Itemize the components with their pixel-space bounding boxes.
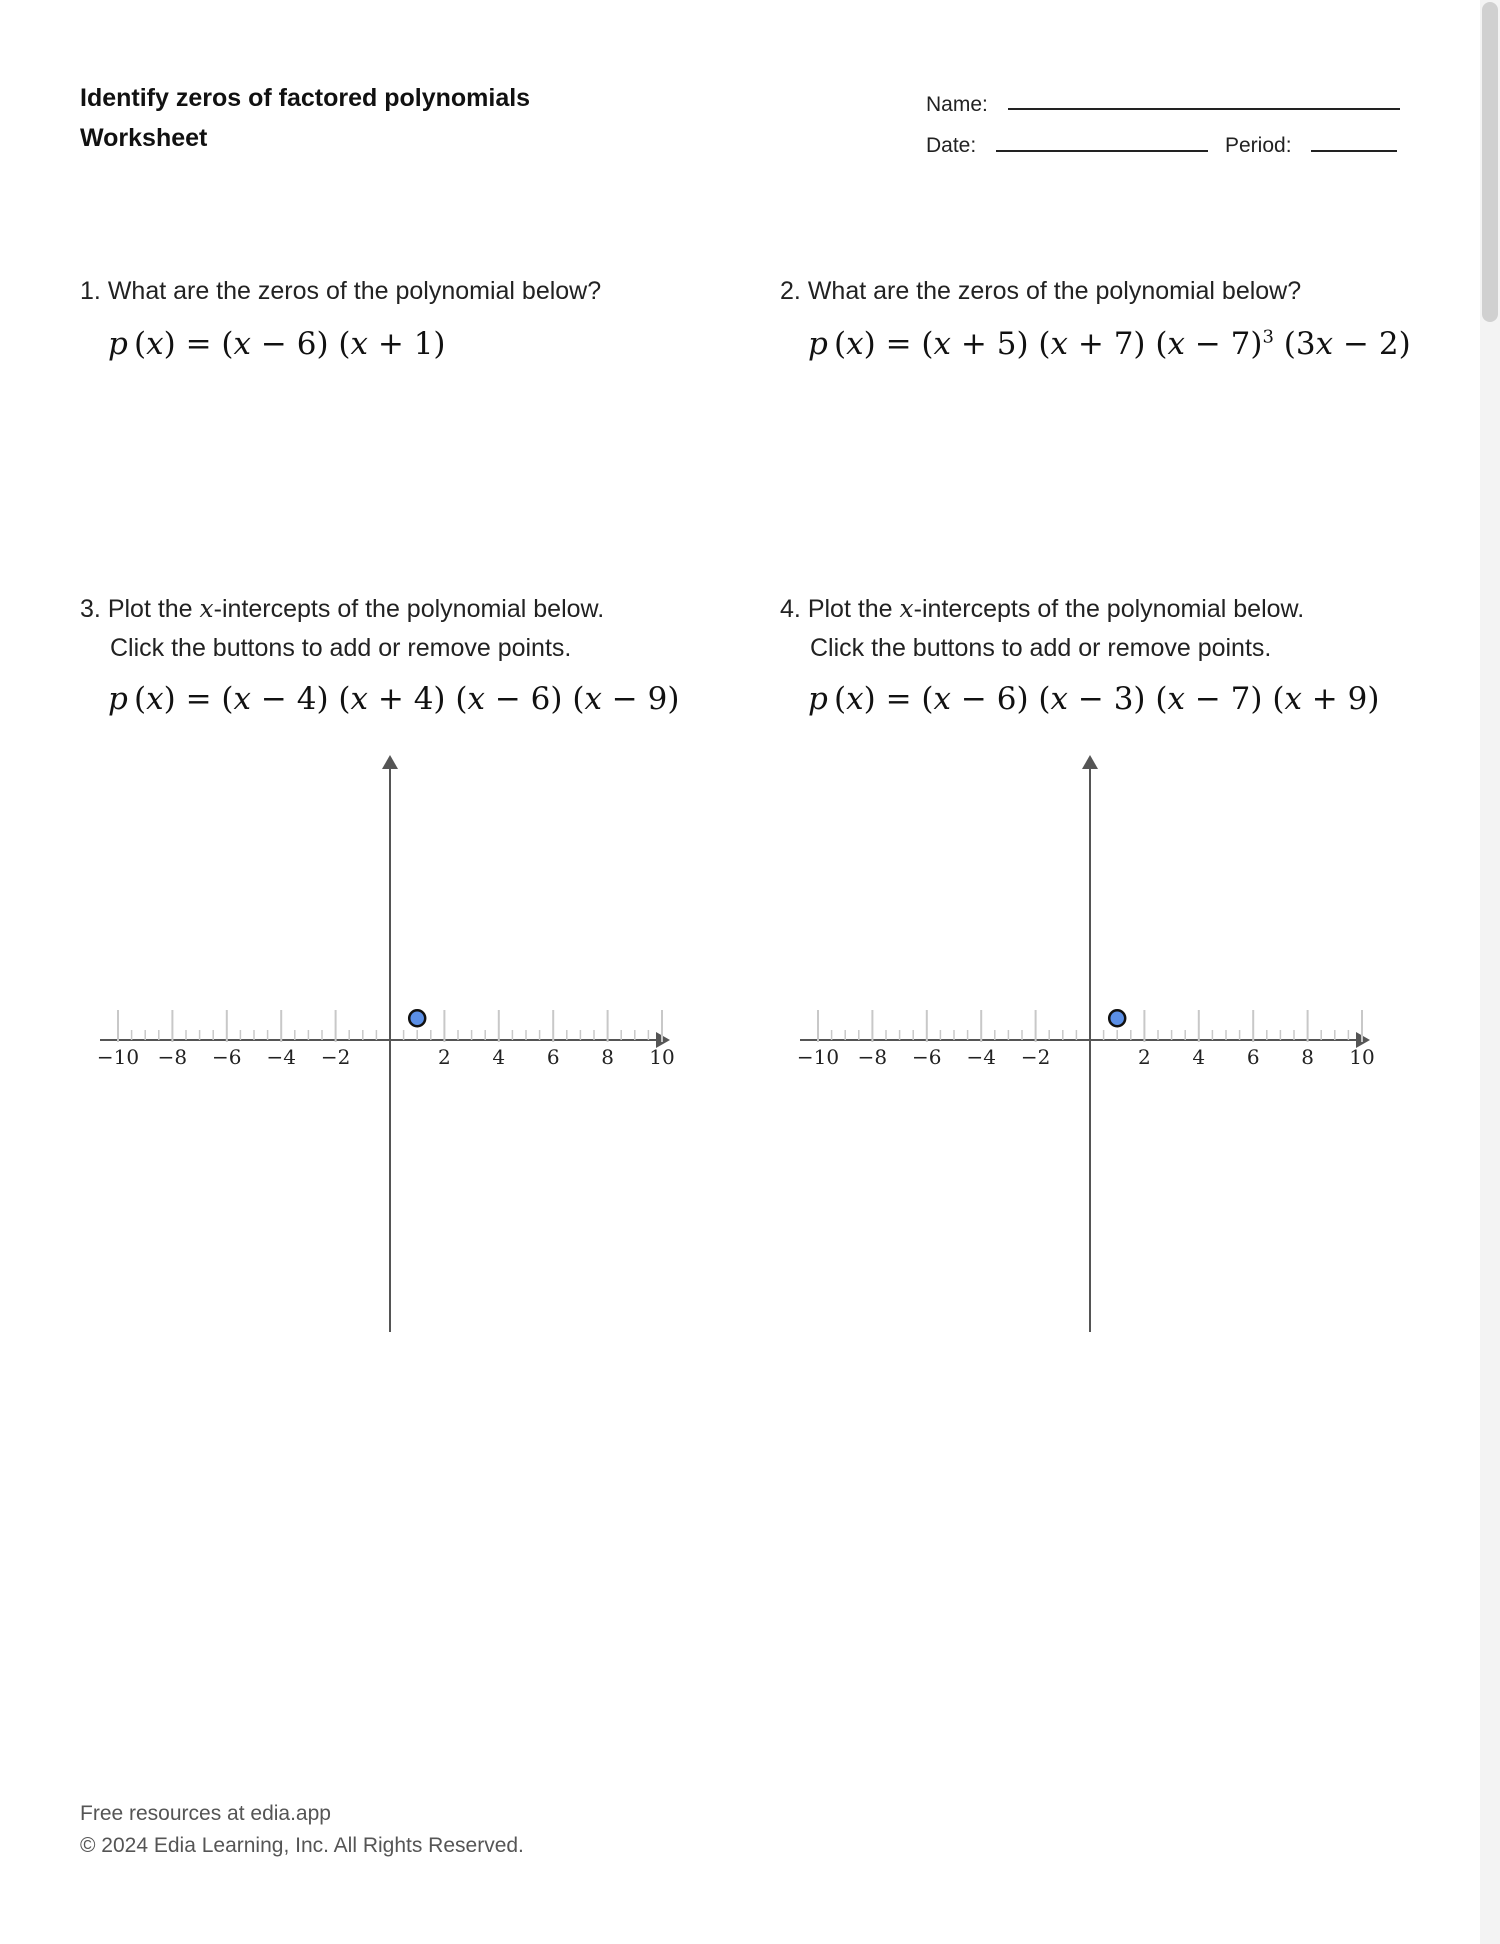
tick-label: −10 <box>796 1045 840 1069</box>
tick-label: −6 <box>212 1045 242 1069</box>
y-axis-arrow <box>382 755 398 769</box>
footer-resources: Free resources at edia.app <box>80 1802 331 1825</box>
tick-label: 2 <box>1138 1045 1151 1069</box>
question-prompt: What are the zeros of the polynomial below? <box>807 277 1302 305</box>
equation-4: p (x) = (x − 6) (x − 3) (x − 7) (x + 9) <box>808 681 1380 717</box>
equation-1: p (x) = (x − 6) (x + 1) <box>108 326 446 362</box>
question-number: 4. <box>780 595 801 623</box>
tick-label: −10 <box>96 1045 140 1069</box>
name-label: Name: <box>926 93 988 116</box>
question-prompt: What are the zeros of the polynomial below? <box>107 277 602 305</box>
question-1 <box>80 277 601 306</box>
question-3: 3. Plot the x-intercepts of the polynomial below. <box>80 594 605 623</box>
period-line[interactable] <box>1311 150 1397 152</box>
question-3-instruction: Click the buttons to add or remove points. <box>110 634 572 662</box>
tick-label: −4 <box>266 1045 296 1069</box>
graph-question-4[interactable] <box>790 740 1390 1340</box>
period-label: Period: <box>1225 134 1292 157</box>
equation-3: p (x) = (x − 4) (x + 4) (x − 6) (x − 9) <box>108 681 680 717</box>
worksheet-subtitle: Worksheet <box>80 124 208 152</box>
tick-label: −6 <box>912 1045 942 1069</box>
plot-point[interactable] <box>409 1010 425 1026</box>
tick-label: 6 <box>1246 1045 1260 1069</box>
tick-label: −2 <box>320 1045 351 1069</box>
tick-label: 8 <box>1301 1045 1314 1069</box>
date-label: Date: <box>926 134 977 157</box>
tick-label: 4 <box>492 1045 506 1069</box>
question-2 <box>780 277 1301 306</box>
tick-label: −8 <box>157 1045 188 1069</box>
scrollbar-thumb[interactable] <box>1482 2 1498 322</box>
y-axis-arrow <box>1082 755 1098 769</box>
tick-label: −4 <box>966 1045 996 1069</box>
footer-copyright: © 2024 Edia Learning, Inc. All Rights Reserved. <box>80 1834 524 1857</box>
question-4: 4. Plot the x-intercepts of the polynomial below. <box>780 594 1305 623</box>
question-4-instruction: Click the buttons to add or remove points. <box>810 634 1272 662</box>
question-number: 2. <box>780 277 801 305</box>
plot-point[interactable] <box>1109 1010 1125 1026</box>
tick-label: 2 <box>438 1045 451 1069</box>
tick-label: 10 <box>1349 1045 1375 1069</box>
tick-label: 10 <box>649 1045 675 1069</box>
name-line[interactable] <box>1008 108 1400 110</box>
tick-label: 6 <box>546 1045 560 1069</box>
question-number: 3. <box>80 595 101 623</box>
tick-label: −2 <box>1020 1045 1051 1069</box>
tick-label: −8 <box>857 1045 888 1069</box>
tick-label: 4 <box>1192 1045 1206 1069</box>
question-number: 1. <box>80 277 101 305</box>
worksheet-title: Identify zeros of factored polynomials <box>80 84 531 112</box>
graph-question-3[interactable] <box>90 740 690 1340</box>
date-line[interactable] <box>996 150 1208 152</box>
equation-2: p (x) = (x + 5) (x + 7) $(x - 7)^3$ (3x − 2) <box>808 326 1411 362</box>
tick-label: 8 <box>601 1045 614 1069</box>
